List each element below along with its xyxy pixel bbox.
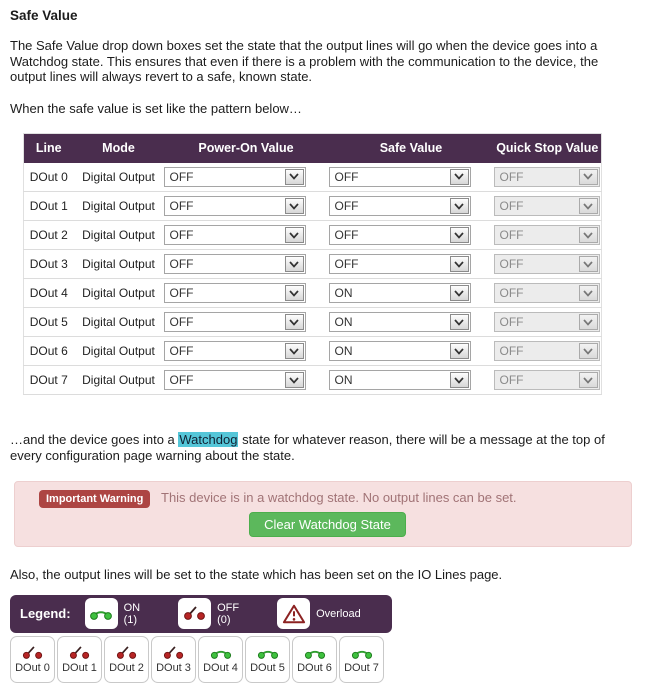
chevron-down-icon[interactable] (285, 343, 304, 359)
selected-value: OFF (169, 315, 194, 329)
chevron-down-icon (579, 314, 598, 330)
line-cell: DOut 3 (24, 250, 74, 279)
switch-off-icon (162, 645, 186, 661)
mode-cell: Digital Output (74, 250, 164, 279)
watchdog-warning-alert (14, 481, 632, 547)
mode-cell: Digital Output (74, 279, 164, 308)
io-lines-row (10, 636, 635, 683)
chevron-down-icon (579, 285, 598, 301)
power-on-select-dout0[interactable] (164, 167, 306, 187)
table-header-row (24, 134, 602, 163)
safe-value-select-dout7[interactable] (329, 370, 471, 390)
legend-on-text (124, 602, 141, 626)
warning-message: This device is in a watchdog state. No output lines can be set. (161, 490, 517, 505)
io-line-card-dout6[interactable] (292, 636, 337, 683)
switch-on-icon (209, 645, 233, 661)
chevron-down-icon[interactable] (450, 343, 469, 359)
io-state-icon (68, 645, 92, 661)
chevron-down-icon[interactable] (450, 256, 469, 272)
selected-value: ON (334, 344, 353, 358)
safe-value-select-dout1[interactable] (329, 196, 471, 216)
io-line-card-dout2[interactable] (104, 636, 149, 683)
chevron-down-icon[interactable] (450, 198, 469, 214)
mode-cell: Digital Output (74, 308, 164, 337)
io-state-icon (115, 645, 139, 661)
switch-on-icon (256, 645, 280, 661)
switch-on-icon (85, 598, 118, 629)
io-line-card-dout7[interactable] (339, 636, 384, 683)
watchdog-highlight: Watchdog (179, 432, 238, 447)
quick-stop-select-dout0 (494, 167, 600, 187)
legend-off-line1: OFF (217, 601, 240, 614)
quick-stop-select-dout5 (494, 312, 600, 332)
clear-watchdog-state-button[interactable]: Clear Watchdog State (249, 512, 406, 537)
selected-value: OFF (499, 169, 524, 184)
selected-value: OFF (169, 169, 194, 184)
io-line-label: DOut 6 (297, 661, 332, 674)
legend-off-line2: (0) (217, 613, 231, 626)
safe-value-select-dout0[interactable] (329, 167, 471, 187)
table-row-dout4 (24, 279, 602, 308)
intro-paragraph: The Safe Value drop down boxes set the state that the output lines will go when the device goes into a Watchdog state. This ensures that even if there is a problem with the communication to the device, the output lines will always revert to a safe, known state. (10, 38, 599, 84)
overload-icon (277, 598, 310, 629)
switch-off-icon (68, 645, 92, 661)
io-line-card-dout0[interactable] (10, 636, 55, 683)
chevron-down-icon (579, 256, 598, 272)
selected-value: OFF (169, 228, 194, 242)
io-state-icon (21, 645, 45, 661)
power-on-select-dout4[interactable] (164, 283, 306, 303)
io-line-card-dout1[interactable] (57, 636, 102, 683)
io-line-label: DOut 0 (15, 661, 50, 674)
switch-on-icon (303, 645, 327, 661)
selected-value: OFF (169, 344, 194, 358)
legend-item-on (85, 598, 141, 629)
power-on-select-dout2[interactable] (164, 225, 306, 245)
legend-label: Legend: (20, 606, 71, 621)
mode-cell: Digital Output (74, 337, 164, 366)
table-row-dout7 (24, 366, 602, 395)
quick-stop-select-dout6 (494, 341, 600, 361)
col-header-mode: Mode (74, 134, 164, 163)
mode-cell: Digital Output (74, 163, 164, 192)
selected-value: OFF (499, 286, 524, 300)
switch-off-icon (178, 598, 211, 629)
chevron-down-icon[interactable] (450, 372, 469, 388)
chevron-down-icon[interactable] (285, 314, 304, 330)
chevron-down-icon (579, 372, 598, 388)
legend-off-text (217, 602, 239, 626)
legend-on-line2: (1) (123, 613, 138, 626)
watchdog-paragraph-text-before: …and the device goes into a (10, 432, 179, 447)
table-row-dout6 (24, 337, 602, 366)
power-on-select-dout7[interactable] (164, 370, 306, 390)
line-cell: DOut 2 (24, 221, 74, 250)
warning-actions (39, 512, 616, 537)
page-title: Safe Value (10, 8, 78, 23)
chevron-down-icon[interactable] (450, 169, 469, 185)
watchdog-paragraph (10, 432, 618, 464)
legend-bar (10, 595, 392, 633)
chevron-down-icon[interactable] (450, 285, 469, 301)
important-warning-badge: Important Warning (39, 490, 150, 508)
io-line-label: DOut 1 (62, 661, 97, 674)
safe-value-table (23, 133, 602, 395)
watchdog-paragraph-text-after: state for whatever reason, there will be a message at the top of every configuration page warning about the state. (10, 432, 605, 463)
switch-off-icon (115, 645, 139, 661)
power-on-select-dout1[interactable] (164, 196, 306, 216)
selected-value: OFF (499, 344, 524, 358)
table-row-dout0 (24, 163, 602, 192)
chevron-down-icon[interactable] (285, 227, 304, 243)
selected-value: OFF (334, 199, 359, 213)
legend-on-line1: ON (123, 601, 141, 614)
selected-value: ON (334, 286, 353, 300)
pattern-paragraph: When the safe value is set like the pattern below… (10, 100, 302, 116)
col-header-quick-stop: Quick Stop Value (494, 134, 602, 163)
io-state-icon (303, 645, 327, 661)
io-line-card-dout3[interactable] (151, 636, 196, 683)
safe-value-select-dout6[interactable] (329, 341, 471, 361)
selected-value: OFF (499, 257, 524, 271)
quick-stop-select-dout7 (494, 370, 600, 390)
switch-on-icon (350, 645, 374, 661)
io-line-label: DOut 7 (344, 661, 379, 674)
col-header-safe-value: Safe Value (329, 134, 494, 163)
line-cell: DOut 1 (24, 192, 74, 221)
io-state-icon (256, 645, 280, 661)
table-row-dout3 (24, 250, 602, 279)
quick-stop-select-dout2 (494, 225, 600, 245)
selected-value: OFF (169, 373, 194, 387)
mode-cell: Digital Output (74, 366, 164, 395)
selected-value: OFF (169, 257, 194, 271)
io-line-label: DOut 5 (250, 661, 285, 674)
chevron-down-icon[interactable] (285, 169, 304, 185)
chevron-down-icon (579, 198, 598, 214)
chevron-down-icon[interactable] (285, 372, 304, 388)
safe-value-select-dout5[interactable] (329, 312, 471, 332)
selected-value: OFF (169, 199, 194, 213)
switch-off-icon (21, 645, 45, 661)
selected-value: OFF (334, 257, 359, 271)
safe-value-select-dout2[interactable] (329, 225, 471, 245)
selected-value: ON (334, 373, 353, 387)
quick-stop-select-dout3 (494, 254, 600, 274)
col-header-power-on: Power-On Value (164, 134, 329, 163)
legend-item-off (178, 598, 239, 629)
io-state-icon (350, 645, 374, 661)
io-line-card-dout4[interactable] (198, 636, 243, 683)
quick-stop-select-dout1 (494, 196, 600, 216)
chevron-down-icon[interactable] (450, 227, 469, 243)
legend-overload-text (316, 608, 361, 620)
table-row-dout2 (24, 221, 602, 250)
line-cell: DOut 6 (24, 337, 74, 366)
warning-line (39, 490, 616, 508)
io-lines-paragraph: Also, the output lines will be set to the state which has been set on the IO Lines page. (10, 567, 503, 582)
power-on-select-dout5[interactable] (164, 312, 306, 332)
io-line-label: DOut 3 (156, 661, 191, 674)
selected-value: ON (334, 315, 353, 329)
quick-stop-select-dout4 (494, 283, 600, 303)
power-on-select-dout3[interactable] (164, 254, 306, 274)
chevron-down-icon (579, 169, 598, 185)
io-state-icon (162, 645, 186, 661)
io-line-label: DOut 2 (109, 661, 144, 674)
safe-value-select-dout4[interactable] (329, 283, 471, 303)
table-row-dout1 (24, 192, 602, 221)
chevron-down-icon (579, 227, 598, 243)
selected-value: OFF (499, 315, 524, 329)
line-cell: DOut 0 (24, 163, 74, 192)
chevron-down-icon (579, 343, 598, 359)
chevron-down-icon[interactable] (450, 314, 469, 330)
safe-value-select-dout3[interactable] (329, 254, 471, 274)
line-cell: DOut 7 (24, 366, 74, 395)
io-state-icon (209, 645, 233, 661)
table-row-dout5 (24, 308, 602, 337)
power-on-select-dout6[interactable] (164, 341, 306, 361)
legend-item-overload (277, 598, 361, 629)
legend-overload-line1: Overload (316, 607, 361, 620)
selected-value: OFF (334, 228, 359, 242)
mode-cell: Digital Output (74, 221, 164, 250)
line-cell: DOut 4 (24, 279, 74, 308)
selected-value: OFF (334, 169, 359, 184)
line-cell: DOut 5 (24, 308, 74, 337)
col-header-line: Line (24, 134, 74, 163)
chevron-down-icon[interactable] (285, 256, 304, 272)
selected-value: OFF (499, 199, 524, 213)
io-line-card-dout5[interactable] (245, 636, 290, 683)
chevron-down-icon[interactable] (285, 285, 304, 301)
chevron-down-icon[interactable] (285, 198, 304, 214)
mode-cell: Digital Output (74, 192, 164, 221)
io-line-label: DOut 4 (203, 661, 238, 674)
selected-value: OFF (169, 286, 194, 300)
selected-value: OFF (499, 228, 524, 242)
selected-value: OFF (499, 373, 524, 387)
